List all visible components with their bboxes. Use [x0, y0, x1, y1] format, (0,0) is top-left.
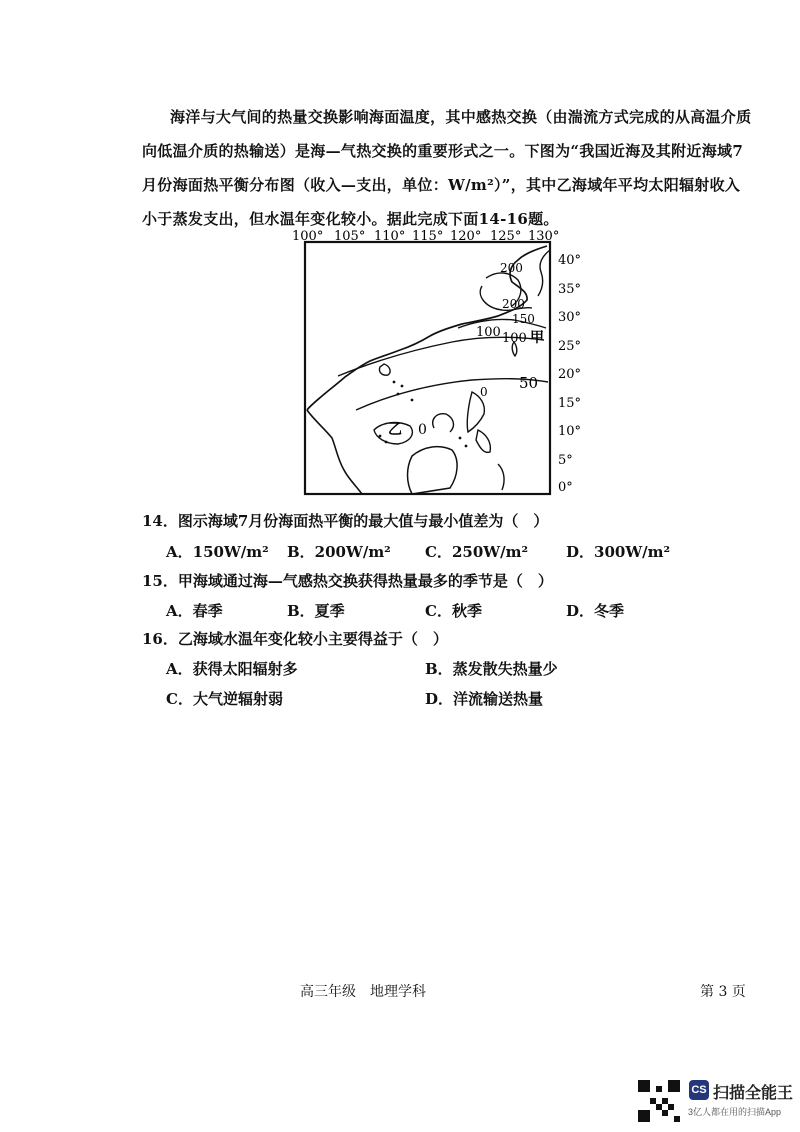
philippines-mindanao — [476, 430, 490, 452]
question-16-option-b: B．蒸发散失热量少 — [425, 660, 558, 678]
lat-label: 10° — [558, 424, 582, 439]
isoline-label: 0 — [480, 385, 488, 399]
question-16-option-d: D．洋流输送热量 — [425, 690, 544, 708]
footer-course: 高三年级 地理学科 — [300, 984, 426, 1000]
isoline-label: 100 — [502, 331, 527, 346]
isoline-label: 100 — [476, 325, 501, 340]
question-14-option-d: D．300W/m² — [566, 543, 671, 561]
island-dot — [401, 385, 404, 388]
island-east — [498, 464, 504, 490]
lat-label: 5° — [558, 453, 573, 468]
question-14-option-c: C．250W/m² — [425, 543, 529, 561]
question-16-option-a: A．获得太阳辐射多 — [166, 660, 298, 678]
island-dot — [397, 393, 400, 396]
lat-label: 40° — [558, 253, 582, 268]
lon-label: 125° — [490, 229, 522, 244]
scanner-app-name: 扫描全能王 — [713, 1085, 794, 1102]
lat-label: 0° — [558, 480, 573, 495]
footer-page-number: 第 3 页 — [700, 984, 746, 1000]
question-16-stem: 16．乙海域水温年变化较小主要得益于（ ） — [142, 630, 448, 648]
map-figure — [262, 224, 592, 499]
isoline-label: 0 — [418, 422, 427, 438]
island-dot — [393, 381, 396, 384]
lat-label: 30° — [558, 310, 582, 325]
site-label-jia: 甲 — [530, 330, 544, 346]
lon-label: 105° — [334, 229, 366, 244]
question-15-option-a: A．春季 — [166, 602, 223, 620]
isoline-label: 200 — [502, 297, 525, 311]
qr-code-icon — [638, 1080, 680, 1122]
isoline-label: 200 — [500, 261, 523, 275]
lat-label: 15° — [558, 396, 582, 411]
island-dot — [465, 445, 468, 448]
site-label-yi: 乙 — [388, 422, 402, 438]
lat-label: 25° — [558, 339, 582, 354]
lat-label: 35° — [558, 282, 582, 297]
lon-label: 120° — [450, 229, 482, 244]
lon-label: 100° — [292, 229, 324, 244]
question-14-stem: 14．图示海域7月份海面热平衡的最大值与最小值差为（ ） — [142, 512, 549, 530]
heat-balance-map — [262, 224, 592, 499]
question-14-option-a: A．150W/m² — [166, 543, 269, 561]
intro-paragraph — [142, 100, 754, 236]
island-dot — [459, 437, 462, 440]
indochina-coast — [307, 410, 362, 494]
question-16-option-c: C．大气逆辐射弱 — [166, 690, 283, 708]
borneo-outline — [408, 447, 458, 494]
isoline-label: 50 — [519, 374, 539, 392]
map-frame — [305, 242, 550, 494]
question-15-option-d: D．冬季 — [566, 602, 625, 620]
question-15-option-c: C．秋季 — [425, 602, 482, 620]
coastline-north — [538, 250, 550, 296]
lon-label: 130° — [528, 229, 560, 244]
isoline-0-east — [433, 414, 454, 432]
isoline-label: 150 — [512, 312, 535, 326]
island-dot — [411, 399, 414, 402]
question-15-option-b: B．夏季 — [287, 602, 345, 620]
lon-label: 110° — [374, 229, 406, 244]
island-dot — [385, 441, 388, 444]
lat-label: 20° — [558, 367, 582, 382]
camscanner-logo-icon: CS — [689, 1080, 709, 1100]
lon-label: 115° — [412, 229, 444, 244]
scanner-slogan: 3亿人都在用的扫描App — [688, 1107, 782, 1117]
intro-text: 海洋与大气间的热量交换影响海面温度，其中感热交换（由湍流方式完成的从高温介质向低温介质的热输送）是海—气热交换的重要形式之一。下图为“我国近海及其附近海域7月份海面热平衡分布图（收入—支出，单位：W/m²）”，其中乙海域年平均太阳辐射收入小于蒸发支出，但水温年变化较小。据此完成下面14-16题。 — [142, 108, 752, 228]
hainan-outline — [379, 364, 390, 375]
question-15-stem: 15．甲海域通过海—气感热交换获得热量最多的季节是（ ） — [142, 572, 553, 590]
island-dot — [379, 435, 382, 438]
question-14-option-b: B．200W/m² — [287, 543, 391, 561]
